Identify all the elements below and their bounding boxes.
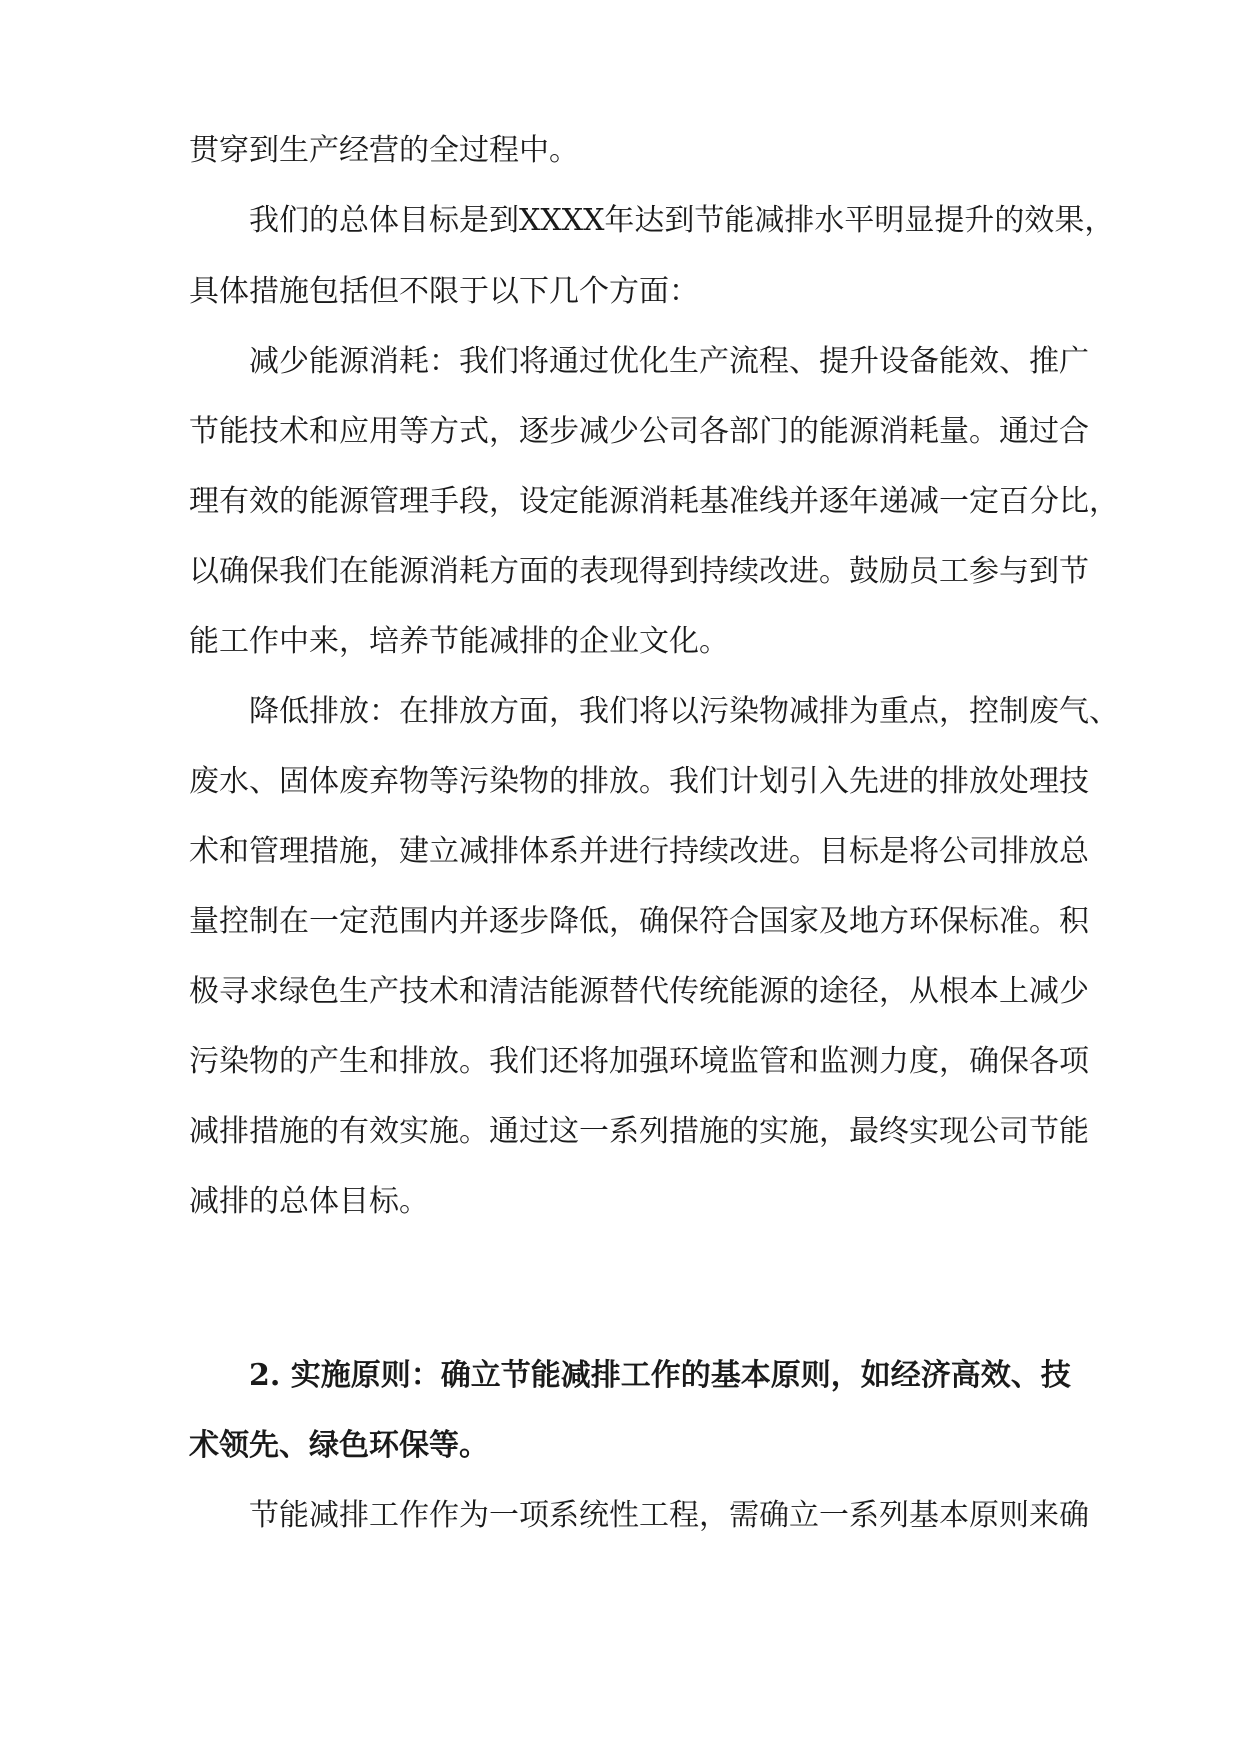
paragraph-line: 废水、固体废弃物等污染物的排放。我们计划引入先进的排放处理技 xyxy=(189,764,1089,799)
paragraph-line: 贯穿到生产经营的全过程中。 xyxy=(189,133,579,168)
section-heading-line: 2. 实施原则：确立节能减排工作的基本原则，如经济高效、技 xyxy=(249,1358,1071,1393)
paragraph-line: 能工作中来，培养节能减排的企业文化。 xyxy=(189,624,729,659)
paragraph-line: 以确保我们在能源消耗方面的表现得到持续改进。鼓励员工参与到节 xyxy=(189,554,1089,589)
paragraph-line: 污染物的产生和排放。我们还将加强环境监管和监测力度，确保各项 xyxy=(189,1044,1089,1079)
paragraph-line: 节能减排工作作为一项系统性工程，需确立一系列基本原则来确 xyxy=(249,1498,1089,1533)
section-heading-line: 术领先、绿色环保等。 xyxy=(189,1428,489,1463)
paragraph-line: 理有效的能源管理手段，设定能源消耗基准线并逐年递减一定百分比， xyxy=(189,484,1119,519)
paragraph-line: 降低排放：在排放方面，我们将以污染物减排为重点，控制废气、 xyxy=(249,694,1119,729)
paragraph-line: 减少能源消耗：我们将通过优化生产流程、提升设备能效、推广 xyxy=(249,344,1089,379)
paragraph-line: 我们的总体目标是到XXXX年达到节能减排水平明显提升的效果， xyxy=(249,203,1115,238)
paragraph-line: 术和管理措施，建立减排体系并进行持续改进。目标是将公司排放总 xyxy=(189,834,1089,869)
paragraph-line: 减排的总体目标。 xyxy=(189,1184,429,1219)
paragraph-line: 极寻求绿色生产技术和清洁能源替代传统能源的途径，从根本上减少 xyxy=(189,974,1089,1009)
paragraph-line: 减排措施的有效实施。通过这一系列措施的实施，最终实现公司节能 xyxy=(189,1114,1089,1149)
paragraph-line: 节能技术和应用等方式，逐步减少公司各部门的能源消耗量。通过合 xyxy=(189,414,1089,449)
paragraph-line: 量控制在一定范围内并逐步降低，确保符合国家及地方环保标准。积 xyxy=(189,904,1089,939)
paragraph-line: 具体措施包括但不限于以下几个方面： xyxy=(189,274,699,309)
